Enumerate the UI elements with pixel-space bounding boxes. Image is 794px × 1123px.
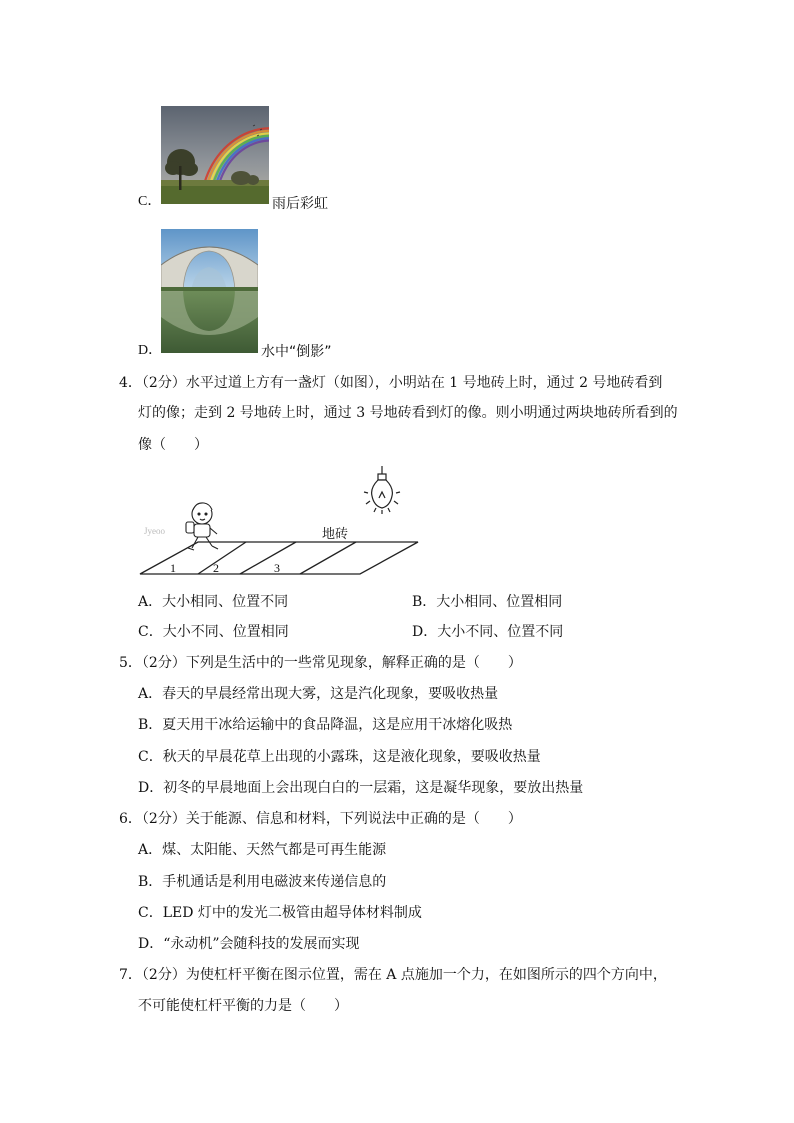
q4-figure	[136, 462, 426, 580]
q6-option-a: A．煤、太阳能、天然气都是可再生能源	[138, 842, 387, 858]
q6-option-c: C．LED 灯中的发光二极管由超导体材料制成	[138, 905, 422, 921]
light-bulb-icon	[364, 466, 400, 514]
tile-number-1: 1	[170, 561, 176, 575]
q7-stem-line-1: 7．（2分）为使杠杆平衡在图示位置，需在 A 点施加一个力，在如图所示的四个方向中，	[119, 967, 667, 983]
q4-option-a: A．大小相同、位置不同	[138, 594, 289, 610]
q5-option-b: B．夏天用干冰给运输中的食品降温，这是应用干冰熔化吸热	[138, 717, 513, 733]
q6-option-d: D．“永动机”会随科技的发展而实现	[138, 936, 360, 952]
q5-option-a: A．春天的早晨经常出现大雾，这是汽化现象，要吸收热量	[138, 686, 499, 702]
q4-stem-line-2: 灯的像；走到 2 号地砖上时，通过 3 号地砖看到灯的像。则小明通过两块地砖所看到的	[138, 405, 678, 421]
tile-label: 地砖	[322, 527, 349, 542]
rainbow-photo	[161, 106, 269, 204]
q5-option-d: D．初冬的早晨地面上会出现白白的一层霜，这是凝华现象，要放出热量	[138, 780, 584, 796]
q4-option-d: D．大小不同、位置不同	[412, 624, 564, 640]
q5-stem: 5．（2分）下列是生活中的一些常见现象，解释正确的是（ ）	[119, 655, 522, 671]
boy-figure	[186, 503, 218, 550]
q4-stem-line-1: 4．（2分）水平过道上方有一盏灯（如图），小明站在 1 号地砖上时，通过 2 号地砖看到	[119, 375, 663, 391]
option-c-letter: C．	[138, 194, 162, 209]
q7-stem-line-2: 不可能使杠杆平衡的力是（ ）	[138, 998, 348, 1014]
q6-option-b: B．手机通话是利用电磁波来传递信息的	[138, 874, 387, 890]
q4-stem-line-3: 像（ ）	[138, 437, 208, 453]
option-d-caption: 水中“倒影”	[261, 344, 332, 360]
option-c-caption: 雨后彩虹	[272, 196, 328, 212]
watermark: Jyeoo	[144, 526, 165, 536]
q4-option-c: C．大小不同、位置相同	[138, 624, 289, 640]
option-d-letter: D．	[138, 343, 163, 358]
tile-number-3: 3	[274, 561, 280, 575]
q4-option-b: B．大小相同、位置相同	[412, 594, 563, 610]
q6-stem: 6．（2分）关于能源、信息和材料，下列说法中正确的是（ ）	[119, 811, 522, 827]
bridge-reflection-photo	[161, 229, 258, 353]
tile-number-2: 2	[213, 561, 219, 575]
q5-option-c: C．秋天的早晨花草上出现的小露珠，这是液化现象，要吸收热量	[138, 749, 541, 765]
